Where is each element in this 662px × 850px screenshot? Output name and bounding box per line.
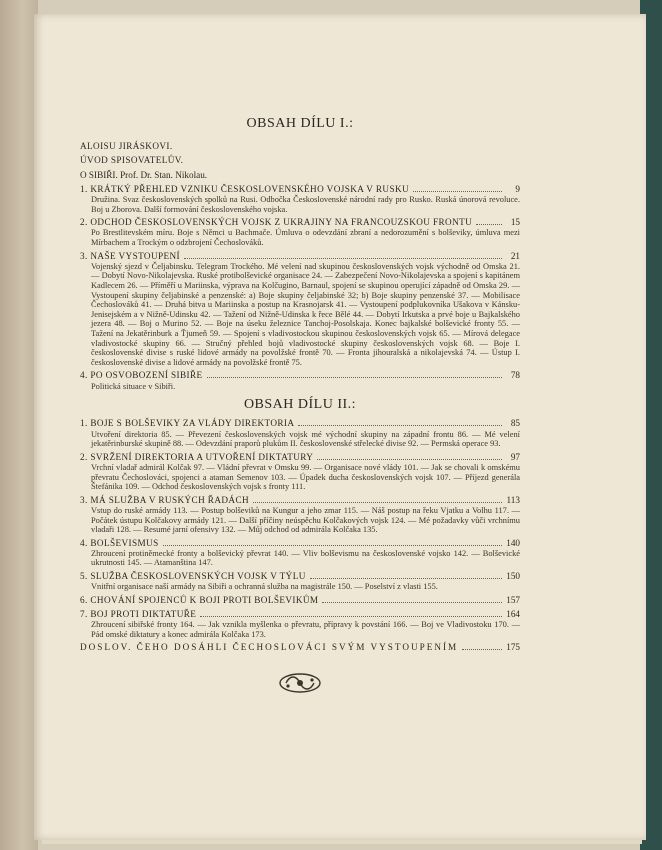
chapter-description: Po Brestlitevském míru. Boje s Němci u Bachmače. Úmluva o odevzdání zbraní a nedorozumění s bolševiky, úmluva mezi Mírbachem a Trockým o odzbrojení Čechoslováků. bbox=[91, 228, 520, 247]
chapter-title: 3. NAŠE VYSTOUPENÍ bbox=[80, 250, 181, 261]
chapter-description: Vstup do ruské armády 113. — Postup bolševiků na Kungur a jeho zmar 115. — Náš postup na řeku Vjatku a Volhu 117. — Počátek ústupu Kolčakovy armády 121. — Další příčiny neúspěchu Kolčakových vojsk 124. — Mé požadavky vůči vrchnímu vladaři 128. — Resumé jarní ofensivy 132. — Můj odchod od admirála Kolčaka 135. bbox=[91, 505, 520, 535]
chapter-description: Vrchní vladař admirál Kolčak 97. — Vládní převrat v Omsku 99. — Organisace nové vlády 101. — Jak se chovali k omskému převratu Čechoslováci, spojenci a ataman Semenov 103. — Úpadek ducha československých vojsk 107. — Příjezd generála Štefánika 109. — Odchod československých vojsk s fronty 111. bbox=[91, 462, 520, 492]
chapter-title: 4. BOLŠEVISMUS bbox=[80, 537, 159, 548]
toc-entry bbox=[80, 370, 520, 391]
toc-entry bbox=[80, 217, 520, 247]
dot-leader bbox=[298, 425, 502, 426]
dot-leader bbox=[462, 649, 502, 650]
toc-entry-heading bbox=[80, 452, 520, 463]
part2-chapter-list bbox=[80, 418, 520, 639]
chapter-description: Politická situace v Sibiři. bbox=[91, 381, 176, 391]
chapter-title: 3. MÁ SLUŽBA V RUSKÝCH ŘADÁCH bbox=[80, 494, 250, 505]
chapter-page: 78 bbox=[510, 370, 520, 381]
chapter-description: Zhroucení sibiřské fronty 164. — Jak vznikla myšlenka o převratu, přípravy k povstání 166. — Boj ve Vladivostoku 170. — Pád omské diktatury a konec admirála Kolčaka 173. bbox=[91, 620, 520, 639]
chapter-page: 9 bbox=[515, 183, 520, 194]
author-intro: ÚVOD SPISOVATELŮV. bbox=[80, 155, 184, 166]
chapter-title: 6. CHOVÁNÍ SPOJENCŮ K BOJI PROTI BOLŠEVIKŮM bbox=[80, 594, 319, 605]
chapter-title: 2. SVRŽENÍ DIREKTORIA A UTVOŘENÍ DIKTATURY bbox=[80, 451, 314, 462]
chapter-description: Zhroucení protiněmecké fronty a bolševický převrat 140. — Vliv bolševismu na československé vojsko 142. — Bolševické ukrutnosti 145. — Atamanština 147. bbox=[91, 548, 520, 568]
chapter-page: 15 bbox=[510, 217, 520, 228]
toc-entry-heading bbox=[80, 184, 520, 195]
toc-entry-heading bbox=[80, 418, 520, 429]
part1-chapter-list bbox=[80, 184, 520, 391]
dot-leader bbox=[413, 191, 502, 192]
dot-leader bbox=[184, 258, 502, 259]
dot-leader bbox=[200, 616, 502, 617]
printer-ornament-icon bbox=[278, 672, 322, 694]
book-spine bbox=[0, 0, 38, 850]
dedication: ALOISU JIRÁSKOVI. bbox=[80, 141, 173, 152]
dot-leader bbox=[476, 224, 502, 225]
toc-entry-heading bbox=[80, 370, 520, 381]
dot-leader bbox=[207, 377, 502, 378]
toc-entry bbox=[80, 595, 520, 606]
chapter-page: 21 bbox=[510, 250, 520, 261]
chapter-page: 164 bbox=[506, 609, 520, 620]
epilogue-title: DOSLOV. ČEHO DOSÁHLI ČECHOSLOVÁCI SVÝM VYSTOUPENÍM bbox=[80, 642, 459, 653]
toc-entry-heading bbox=[80, 251, 520, 262]
toc-entry-heading bbox=[80, 495, 520, 506]
part1-title: OBSAH DÍLU I.: bbox=[246, 116, 354, 131]
toc-entry-heading bbox=[80, 538, 520, 549]
chapter-page: 157 bbox=[506, 594, 520, 605]
chapter-title: 4. PO OSVOBOZENÍ SIBIŘE bbox=[80, 370, 203, 381]
siberia-note: O SIBIŘI. Prof. Dr. Stan. Nikolau. bbox=[80, 169, 208, 180]
toc-entry bbox=[80, 495, 520, 535]
table-of-contents bbox=[80, 118, 520, 694]
toc-entry-heading bbox=[80, 609, 520, 620]
toc-entry bbox=[80, 184, 520, 214]
chapter-title: 7. BOJ PROTI DIKTATUŘE bbox=[80, 609, 197, 620]
toc-entry bbox=[80, 609, 520, 639]
chapter-page: 150 bbox=[506, 571, 520, 582]
toc-entry bbox=[80, 538, 520, 568]
chapter-title: 2. ODCHOD ČESKOSLOVENSKÝCH VOJSK Z UKRAJINY NA FRANCOUZSKOU FRONTU bbox=[80, 217, 473, 228]
chapter-description: Utvoření direktoria 85. — Převezení československých vojsk mé východní skupiny na západní frontu 86. — Mé velení jekatěrinburské skupině 88. — Odevzdání praporů plukům II. československé střelecké divise 92. — Permská operace 93. bbox=[91, 429, 520, 449]
toc-entry bbox=[80, 571, 520, 592]
dot-leader bbox=[322, 602, 502, 603]
epilogue-page: 175 bbox=[506, 642, 520, 653]
chapter-title: 1. KRÁTKÝ PŘEHLED VZNIKU ČESKOSLOVENSKÉHO VOJSKA V RUSKU bbox=[80, 183, 410, 194]
chapter-title: 5. SLUŽBA ČESKOSLOVENSKÝCH VOJSK V TÝLU bbox=[80, 571, 306, 582]
dot-leader bbox=[310, 578, 502, 579]
toc-entry-heading bbox=[80, 217, 520, 228]
chapter-description: Družina. Svaz československých spolků na Rusi. Odbočka Československé národní rady pro Rusko. Ruská únorová revoluce. Boj u Zborova. Další formování československého vojska. bbox=[91, 195, 520, 214]
dot-leader bbox=[163, 545, 502, 546]
chapter-description: Vojenský sjezd v Čeljabinsku. Telegram Trockého. Mé velení nad skupinou československých vojsk východně od Omska 21. — Dobytí Novo-Nikolajevska. Ruské protibolševické organisace 24. — Zabezpečení Novo-Nikolajevska a spojení s kapitánem Kadlecem 26. — Příměří u Mariinska, výprava na Kolčugino, Barnaul, spojení se skupinou operující západně od Omska 29. — Vystoupení skupiny čeljabinské a penzenské: a) Boje skupiny čeljabinské 32; b) Boje skupiny penzenské 37. — Mobilisace Čechoslováků 41. — Druhá bitva u Mariinska a postup na Krasnojarsk 41. — Vystoupení podplukovníka Ušakova v Kánsku-Jenisejském a v Nižně-Udinsku 42. — Tažení od Nižně-Udinska k řece Bělé 44. — Dobytí Irkutska a prvé boje u Bajkalského jezera 48. — Boj o Murino 52. — Boje na úseku železnice Tanchoj-Posolskaja. Konec bajkalské bolševické fronty 55. — Tažení na Jekatěrinburk a Ťjumeň 59. — Spojení s vladivostockou skupinou československých vojsk 65. — Mírová delegace vladivostocké skupiny 66. — Stručný přehled bojů vladivostocké skupiny československých vojsk 68. — Boje I. československé divise s ruské lidové armády na povolžské frontě 70. — Fronta jihouralská a nikolajevská 74. — Ústup I. československé divise a lidové armády na povolžské frontě 75. bbox=[91, 261, 520, 367]
epilogue-entry bbox=[80, 642, 520, 653]
toc-entry bbox=[80, 251, 520, 368]
dot-leader bbox=[253, 502, 502, 503]
part2-title: OBSAH DÍLU II.: bbox=[243, 397, 357, 413]
chapter-page: 113 bbox=[506, 494, 520, 505]
chapter-description: Vnitřní organisace naší armády na Sibiři a ochranná služba na magistrále 150. — Poselství z vlasti 155. bbox=[91, 582, 438, 592]
dot-leader bbox=[317, 459, 502, 460]
chapter-title: 1. BOJE S BOLŠEVIKY ZA VLÁDY DIREKTORIA bbox=[80, 418, 295, 429]
chapter-page: 85 bbox=[510, 418, 520, 429]
toc-entry bbox=[80, 452, 520, 492]
chapter-page: 140 bbox=[506, 537, 520, 548]
toc-entry-heading bbox=[80, 595, 520, 606]
chapter-page: 97 bbox=[510, 451, 520, 462]
toc-entry bbox=[80, 418, 520, 448]
toc-entry-heading bbox=[80, 571, 520, 582]
